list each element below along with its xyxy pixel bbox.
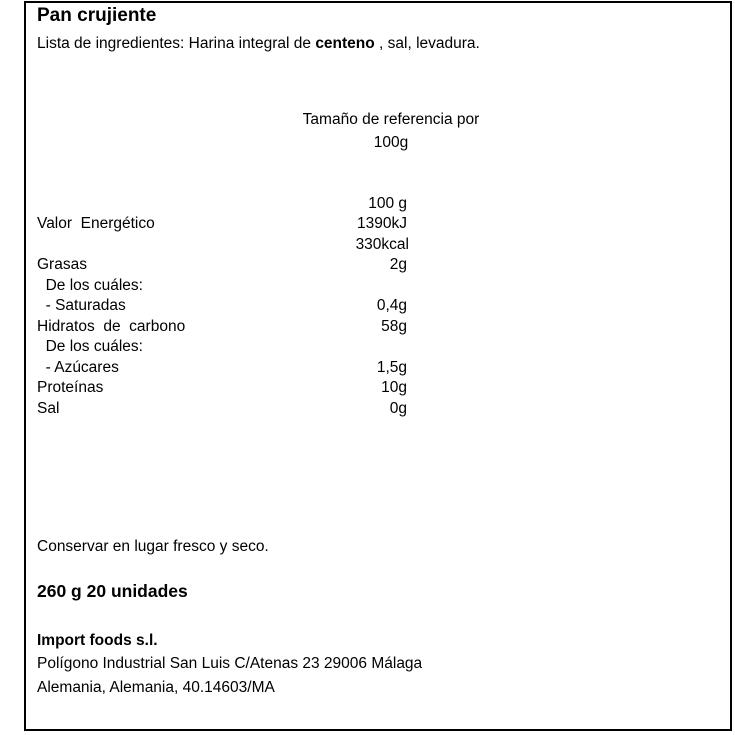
reference-size-line2: 100g	[373, 134, 409, 151]
ingredients-allergen: centeno	[315, 35, 375, 52]
nutrition-value: 1,5g	[376, 359, 407, 376]
nutrition-row-sugars	[37, 359, 507, 379]
nutrition-value: 1390kJ	[357, 215, 407, 232]
nutrition-row-saturated	[37, 297, 507, 317]
product-title: Pan crujiente	[37, 5, 157, 26]
ingredients-suffix: , sal, levadura.	[374, 35, 480, 52]
nutrition-row-fat-sub	[37, 277, 507, 297]
nutrition-label: - Azúcares	[37, 359, 119, 376]
nutrition-row-energy-kj	[37, 215, 507, 235]
nutrition-column-header	[37, 195, 507, 215]
nutrition-value: 2g	[389, 256, 407, 273]
company-country: Alemania, Alemania, 40.14603/MA	[37, 679, 275, 696]
company-name: Import foods s.l.	[37, 632, 158, 649]
nutrition-label: - Saturadas	[37, 297, 126, 314]
nutrition-row-fat	[37, 256, 507, 276]
nutrition-label: De los cuáles:	[37, 338, 143, 355]
nutrition-value: 330kcal	[355, 236, 409, 253]
nutrition-value: 0,4g	[376, 297, 407, 314]
nutrition-value: 0g	[389, 400, 407, 417]
nutrition-row-carbs	[37, 318, 507, 338]
nutrition-value: 58g	[381, 318, 407, 335]
nutrition-label: Grasas	[37, 256, 87, 273]
nutrition-label: Hidratos de carbono	[37, 318, 186, 335]
ingredients-list	[37, 35, 480, 53]
column-header-value: 100 g	[368, 195, 407, 212]
nutrition-row-protein	[37, 379, 507, 399]
nutrition-label: De los cuáles:	[37, 277, 143, 294]
nutrition-row-carbs-sub	[37, 338, 507, 358]
nutrition-row-energy-kcal	[37, 236, 507, 256]
nutrition-label: Valor Energético	[37, 215, 155, 232]
storage-instructions: Conservar en lugar fresco y seco.	[37, 538, 269, 555]
nutrition-row-salt	[37, 400, 507, 420]
nutrition-label: Sal	[37, 400, 60, 417]
nutrition-label: Proteínas	[37, 379, 104, 396]
company-address: Polígono Industrial San Luis C/Atenas 23 29006 Málaga	[37, 655, 423, 672]
nutrition-value: 10g	[381, 379, 407, 396]
reference-size-line1: Tamaño de referencia por	[302, 111, 480, 128]
ingredients-prefix: Lista de ingredientes: Harina integral de	[37, 35, 316, 52]
package-quantity: 260 g 20 unidades	[37, 581, 188, 601]
product-label-frame	[24, 1, 732, 731]
